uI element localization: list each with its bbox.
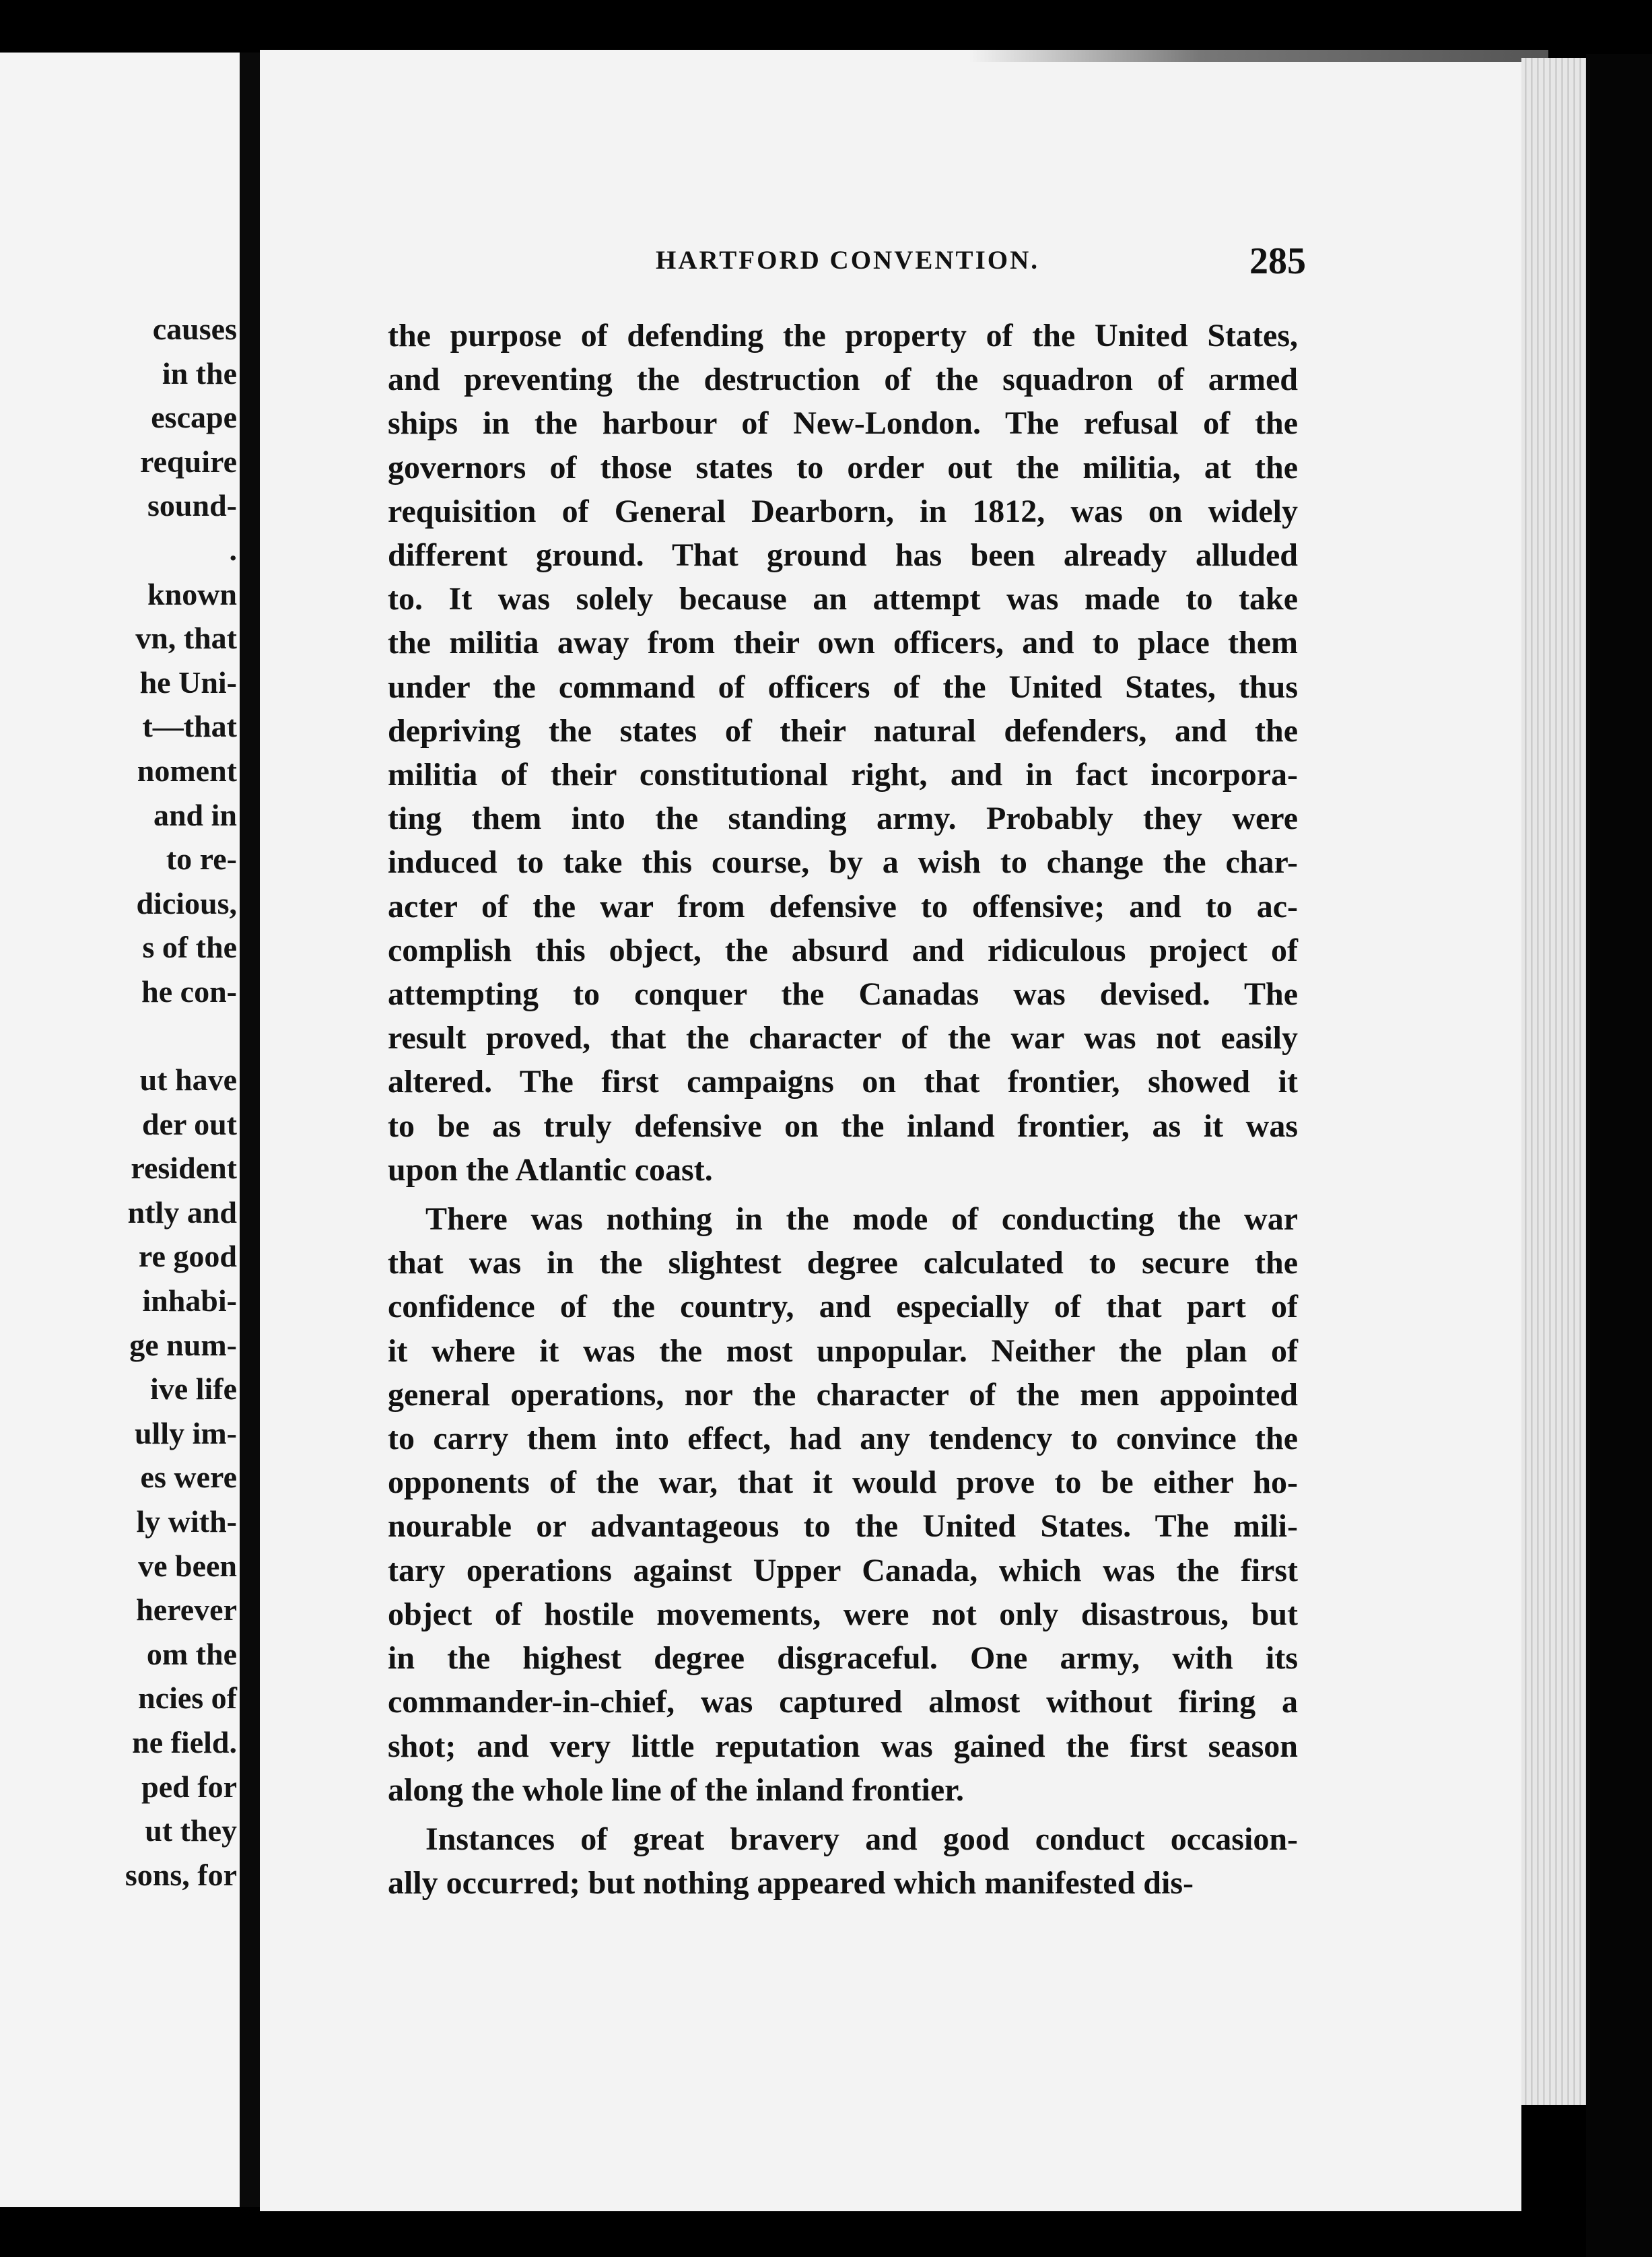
body-text — [388, 314, 1298, 1905]
left-page-line: re good — [138, 1239, 237, 1274]
scan-border — [1586, 54, 1652, 2257]
left-page-line: ge num- — [129, 1327, 237, 1362]
left-page-line: ped for — [141, 1769, 237, 1804]
text-line: depriving the states of their natural defenders, and the — [388, 712, 1298, 749]
left-page-line: ve been — [138, 1548, 237, 1583]
text-line: it where it was the most unpopular. Neither the plan of — [388, 1333, 1298, 1369]
left-page-line: dicious, — [136, 885, 237, 920]
paragraph-2 — [388, 1197, 1298, 1812]
left-page-line: sound- — [147, 488, 237, 523]
left-page-line: ne field. — [132, 1725, 237, 1759]
left-page-line: he Uni- — [139, 665, 237, 700]
left-page-line: ully im- — [134, 1415, 237, 1450]
text-line: governors of those states to order out the militia, at the — [388, 449, 1298, 485]
left-page-line: ive life — [150, 1372, 237, 1407]
text-line: and preventing the destruction of the squadron of armed — [388, 362, 1298, 398]
text-line: commander-in-chief, was captured almost without firing a — [388, 1684, 1298, 1720]
left-page-fragment — [0, 53, 240, 2207]
left-page-line: and in — [153, 797, 237, 832]
left-page-text — [125, 307, 237, 1897]
text-line: altered. The first campaigns on that frontier, showed it — [388, 1064, 1298, 1100]
text-line: acter of the war from defensive to offensive; and to ac- — [388, 888, 1298, 924]
left-page-line: ut have — [139, 1063, 237, 1098]
text-line: complish this object, the absurd and ridiculous project of — [388, 932, 1298, 968]
text-line: the purpose of defending the property of the United States, — [388, 318, 1298, 353]
text-line: along the whole line of the inland frontier. — [388, 1772, 965, 1808]
text-line: general operations, nor the character of the men appointed — [388, 1376, 1298, 1413]
text-line: to carry them into effect, had any tendency to convince the — [388, 1421, 1298, 1457]
running-head — [385, 240, 1306, 284]
left-page-line: der out — [142, 1106, 237, 1141]
text-line: opponents of the war, that it would prove to be either ho- — [388, 1464, 1298, 1501]
left-page-line: vn, that — [135, 621, 237, 656]
page-top-shadow — [969, 50, 1548, 62]
left-page-line: noment — [137, 753, 237, 788]
left-page-line: es were — [140, 1460, 237, 1495]
left-page-line: known — [147, 576, 237, 611]
text-line: ting them into the standing army. Probably they were — [388, 801, 1298, 837]
left-page-line: t—that — [142, 709, 237, 744]
text-line: ships in the harbour of New-London. The refusal of the — [388, 405, 1298, 442]
text-line: to be as truly defensive on the inland frontier, as it was — [388, 1108, 1298, 1144]
header-title: HARTFORD CONVENTION. — [656, 246, 1039, 275]
text-line: different ground. That ground has been already alluded — [388, 537, 1298, 574]
text-line: confidence of the country, and especially of that part of — [388, 1289, 1298, 1325]
text-line: object of hostile movements, were not only disastrous, but — [388, 1596, 1298, 1632]
text-line: attempting to conquer the Canadas was devised. The — [388, 976, 1298, 1013]
left-page-line: he con- — [141, 974, 237, 1009]
left-page-line: inhabi- — [142, 1283, 237, 1318]
left-page-line — [125, 1014, 237, 1058]
text-line: nourable or advantageous to the United States. The mili- — [388, 1508, 1298, 1545]
left-page-line: escape — [151, 400, 237, 435]
left-page-line: ncies of — [138, 1681, 237, 1716]
text-line: to. It was solely because an attempt was made to take — [388, 581, 1298, 617]
text-line: upon the Atlantic coast. — [388, 1151, 713, 1188]
text-line: requisition of General Dearborn, in 1812, was on widely — [388, 493, 1298, 529]
text-line: in the highest degree disgraceful. One army, with its — [388, 1640, 1298, 1677]
text-line: ally occurred; but nothing appeared which manifested dis- — [388, 1865, 1194, 1901]
left-page-line: in the — [162, 356, 237, 391]
page-number: 285 — [1249, 240, 1306, 282]
text-line: result proved, that the character of the war was not easily — [388, 1020, 1298, 1056]
left-page-line: require — [140, 444, 237, 479]
left-page-line: ut they — [145, 1813, 237, 1848]
paragraph-3 — [388, 1817, 1298, 1905]
text-line: militia of their constitutional right, and in fact incorpora- — [388, 757, 1298, 793]
left-page-line: sons, for — [125, 1857, 237, 1892]
left-page-line: herever — [136, 1592, 237, 1627]
left-page-line: causes — [152, 312, 237, 346]
left-page-line: resident — [131, 1151, 237, 1186]
left-page-line: . — [229, 532, 237, 567]
text-line: the militia away from their own officers, and to place them — [388, 625, 1298, 661]
left-page-line: s of the — [142, 930, 237, 965]
left-page-line: om the — [146, 1636, 237, 1671]
left-page-line: ly with- — [136, 1504, 237, 1539]
text-line: shot; and very little reputation was gained the first season — [388, 1728, 1298, 1764]
text-line: There was nothing in the mode of conducting the war — [425, 1201, 1298, 1238]
paragraph-1 — [388, 314, 1298, 1192]
text-line: under the command of officers of the United States, thus — [388, 669, 1298, 705]
left-page-line: ntly and — [127, 1194, 237, 1229]
left-page-line: to re- — [166, 842, 237, 877]
text-line: Instances of great bravery and good conduct occasion- — [425, 1821, 1298, 1857]
text-line: induced to take this course, by a wish to change the char- — [388, 844, 1298, 881]
book-gutter — [240, 53, 260, 2207]
page-stack-edge — [1521, 58, 1586, 2105]
text-line: tary operations against Upper Canada, which was the first — [388, 1552, 1298, 1588]
text-line: that was in the slightest degree calculated to secure the — [388, 1245, 1298, 1281]
